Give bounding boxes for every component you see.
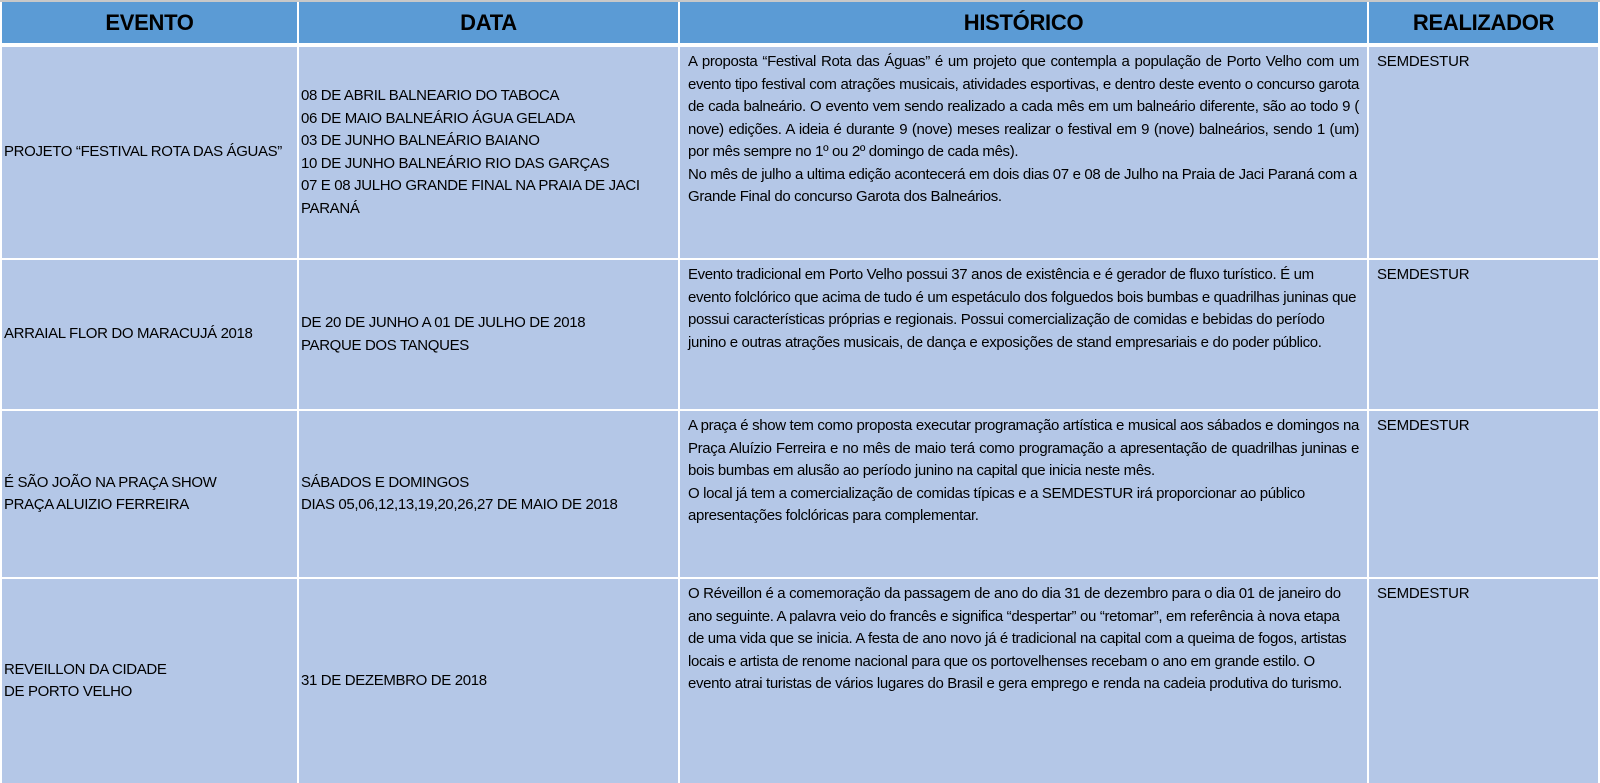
cell-realizador: SEMDESTUR [1368,578,1599,783]
data-line: DIAS 05,06,12,13,19,20,26,27 DE MAIO DE 2018 [301,496,618,513]
cell-evento [1,578,298,783]
cell-data [298,45,679,259]
historico-paragraph: A praça é show tem como proposta executar programação artística e musical aos sábados e domingos na Praça Aluízio Ferreira e no mês de maio terá como programação a apresentação de quadrilhas juninas e bois bumbas em alusão ao período junino na capital que inicia neste mês. [688,417,1359,479]
header-evento: EVENTO [1,2,298,45]
data-line: 06 DE MAIO BALNEÁRIO ÁGUA GELADA [301,109,575,127]
cell-historico [679,578,1368,783]
evento-line: PRAÇA ALUIZIO FERREIRA [4,496,189,513]
historico-paragraph: A proposta “Festival Rota das Águas” é um projeto que contempla a população de Porto Velho com um evento tipo festival com atrações musicais, atividades esportivas, e dentro deste evento o concurso garota de cada balneário. O evento vem sendo realizado a cada mês em um balneário diferente, são ao todo 9 ( nove) edições. A ideia é durante 9 (nove) meses realizar o festival em 9 (nove) balneários, sendo 1 (um) por mês sempre no 1º ou 2º domingo de cada mês). [688,53,1359,160]
table-row [1,45,1599,259]
events-table [0,2,1600,783]
data-line: DE 20 DE JUNHO A 01 DE JULHO DE 2018 [301,314,586,331]
historico-paragraph: No mês de julho a ultima edição acontecerá em dois dias 07 e 08 de Julho na Praia de Jaci Paraná com a Grande Final do concurso Garota dos Balneários. [688,165,1357,205]
cell-realizador: SEMDESTUR [1368,259,1599,410]
historico-paragraph: Evento tradicional em Porto Velho possui 37 anos de existência e é gerador de fluxo turístico. É um evento folclórico que acima de tudo é um espetáculo dos folguedos bois bumbas e quadrilhas juninas que possui características próprias e regionais. Possui comercialização de comidas e bebidas do período junino e outras atrações musicais, de dança e exposições de stand empresariais e do poder público. [688,266,1357,351]
evento-line: É SÃO JOÃO NA PRAÇA SHOW [4,473,217,491]
historico-paragraph: O Réveillon é a comemoração da passagem de ano do dia 31 de dezembro para o dia 01 de janeiro do ano seguinte. A palavra veio do francês e significa “despertar” ou “retomar”, em referência à nova etapa de uma vida que se inicia. A festa de ano novo já é tradicional na capital com a queima de fogos, artistas locais e artista de renome nacional para que os portovelhenses recebam o ano em grande estilo. O evento atrai turistas de vários lugares do Brasil e gera emprego e renda na cadeia produtiva do turismo. [688,585,1347,692]
cell-evento [1,45,298,259]
cell-data [298,410,679,578]
evento-line: REVEILLON DA CIDADE [4,660,167,678]
header-realizador: REALIZADOR [1368,2,1599,45]
cell-evento [1,259,298,410]
header-data: DATA [298,2,679,45]
table-row [1,578,1599,783]
data-line: 03 DE JUNHO BALNEÁRIO BAIANO [301,132,540,149]
header-historico: HISTÓRICO [679,2,1368,45]
cell-data [298,259,679,410]
cell-realizador: SEMDESTUR [1368,410,1599,578]
data-line: PARQUE DOS TANQUES [301,336,469,354]
data-line: 08 DE ABRIL BALNEARIO DO TABOCA [301,87,560,104]
evento-line: PROJETO “FESTIVAL ROTA DAS ÁGUAS” [4,143,282,161]
data-line: 10 DE JUNHO BALNEÁRIO RIO DAS GARÇAS [301,154,610,172]
table-row [1,410,1599,578]
cell-data [298,578,679,783]
data-line: SÁBADOS E DOMINGOS [301,473,469,491]
cell-historico [679,410,1368,578]
cell-evento [1,410,298,578]
cell-historico [679,259,1368,410]
data-line: 31 DE DEZEMBRO DE 2018 [301,671,487,689]
evento-line: DE PORTO VELHO [4,683,132,700]
data-line: 07 E 08 JULHO GRANDE FINAL NA PRAIA DE JACI PARANÁ [301,177,640,217]
cell-historico [679,45,1368,259]
table-row [1,259,1599,410]
header-row [1,2,1599,45]
historico-paragraph: O local já tem a comercialização de comidas típicas e a SEMDESTUR irá proporcionar ao público apresentações folclóricas para complementar. [688,484,1305,524]
evento-line: ARRAIAL FLOR DO MARACUJÁ 2018 [4,325,253,343]
cell-realizador: SEMDESTUR [1368,45,1599,259]
